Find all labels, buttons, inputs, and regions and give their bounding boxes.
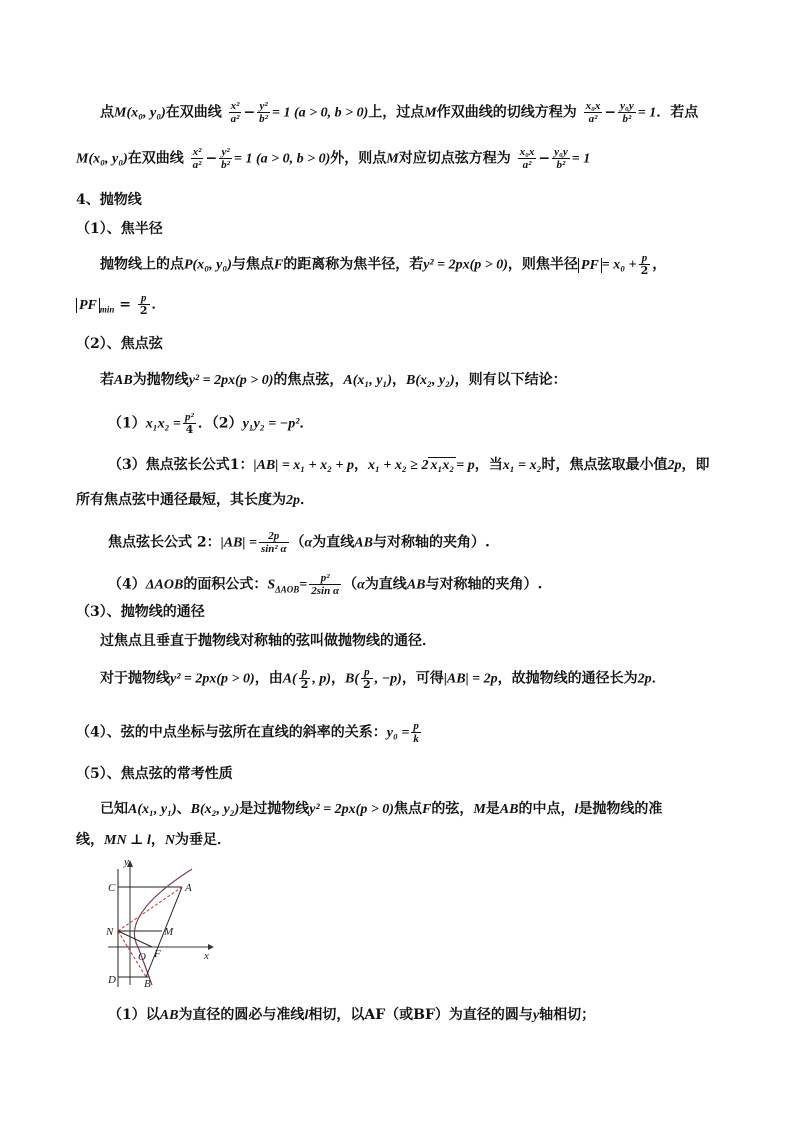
- label-D: D: [108, 974, 116, 986]
- frac-y0y-b2: $\frac{\text{y₀y}}{\text{b²}}$: [620, 100, 634, 125]
- focal-chord-properties-intro: 已知A(x₁, y₁)、B(x₂, y₂)是过抛物线y² = 2px(p > 0)焦点F的弦，M是AB的中点，l是抛物线的准: [100, 801, 663, 817]
- triangle-area-formula: （4）ΔAOB的面积公式：$S_{\Delta AOB}=$ $\frac{\text{p²}}{\text{2sin α}}$ （α为直线AB与对称轴的夹角）.: [108, 572, 543, 597]
- subsection-2-title: （2）、焦点弦: [76, 336, 163, 352]
- x-axis-arrow: [208, 944, 214, 950]
- focal-radius-line-1: 抛物线上的点P(x₀, y₀)与焦点F的距离称为焦半径，若y² = 2px(p > 0)，则焦半径 PF = x₀ + $\frac{p}{2}$ ，: [100, 252, 667, 277]
- focal-chord-length-formula-1-cont: 所有焦点弦中通径最短，其长度为2p．: [76, 492, 314, 508]
- latus-rectum-derivation: 对于抛物线y² = 2px(p > 0)，由A( $\frac{p}{2}$ , p)，B( $\frac{p}{2}$ , −p)，可得|AB| = 2p，故抛物线的通径长为2p．: [100, 666, 666, 691]
- label-C: C: [108, 882, 116, 894]
- subsection-1-title: （1）、焦半径: [76, 221, 163, 237]
- label-y: y: [124, 856, 129, 868]
- subsection-3-title: （3）、抛物线的通径: [76, 604, 205, 620]
- focal-chord-results-1-2: （1）x₁x₂ = $\frac{\text{p²}}{4}$ ．（2）y₁y₂ = −p²．: [108, 411, 314, 436]
- label-B: B: [144, 978, 151, 990]
- subsection-5-title: （5）、焦点弦的常考性质: [76, 766, 233, 782]
- frac-y2-b2: $\frac{\text{y²}}{\text{b²}}$: [259, 100, 268, 125]
- parabola-focal-chord-figure: [100, 855, 220, 990]
- label-x: x: [204, 950, 209, 962]
- label-M: M: [164, 926, 174, 938]
- hyperbola-line-2: M(x₀, y₀)在双曲线 $\frac{\text{x²}}{\text{a²}}$ − $\frac{\text{y²}}{\text{b²}}$ = 1 (a > 0, b > 0)外，则点M对应切点弦方程为 $\frac{\text{x₀x}}{\text{a²}}$ − $\frac{\text{y₀y}}{\text{b²}}$ = 1: [76, 146, 591, 171]
- property-1: （1）以AB为直径的圆必与准线l相切，以AF（或BF）为直径的圆与y轴相切；: [108, 1007, 596, 1023]
- section-4-title: 4、抛物线: [76, 192, 142, 208]
- focal-radius-line-2: PF $_{min}$ = $\frac{p}{2}$ ．: [76, 292, 166, 318]
- focal-chord-intro: 若AB为抛物线y² = 2px(p > 0)的焦点弦，A(x₁, y₁)，B(x₂, y₂)，则有以下结论：: [100, 372, 567, 388]
- focal-chord-length-formula-2: 焦点弦长公式 2：|AB| = $\frac{2p}{\text{sin² α}}$ （α为直线AB与对称轴的夹角）.: [108, 530, 490, 555]
- label-O: O: [138, 951, 146, 963]
- label-F: F: [154, 948, 161, 960]
- hyperbola-line-1: 点M(x₀, y₀)在双曲线 $\frac{\text{x²}}{\text{a²}}$ − $\frac{\text{y²}}{\text{b²}}$ = 1 (a > 0, b > 0)上，过点M作双曲线的切线方程为 $\frac{\text{x₀x}}{\text{a²}}$ − $\frac{\text{y₀y}}{\text{b²}}$ = 1．若点: [100, 100, 699, 125]
- frac-x2-a2: $\frac{\text{x²}}{\text{a²}}$: [230, 100, 240, 125]
- latus-rectum-definition: 过焦点且垂直于抛物线对称轴的弦叫做抛物线的通径．: [100, 633, 436, 649]
- focal-chord-properties-intro-cont: 线，MN ⊥ l，N为垂足．: [76, 832, 232, 848]
- focal-chord-length-formula-1: （3）焦点弦长公式1：|AB| = x₁ + x₂ + p，x₁ + x₂ ≥ 2 x₁x₂ = p，当x₁ = x₂时，焦点弦取最小值2p，即: [108, 457, 710, 473]
- label-A: A: [185, 882, 192, 894]
- frac-x0x-a2: $\frac{\text{x₀x}}{\text{a²}}$: [585, 100, 601, 125]
- label-N: N: [106, 926, 114, 938]
- segment-NA-dashed: [118, 887, 182, 931]
- subsection-4-line: （4）、弦的中点坐标与弦所在直线的斜率的关系：y₀ = $\frac{p}{k}$: [76, 720, 419, 745]
